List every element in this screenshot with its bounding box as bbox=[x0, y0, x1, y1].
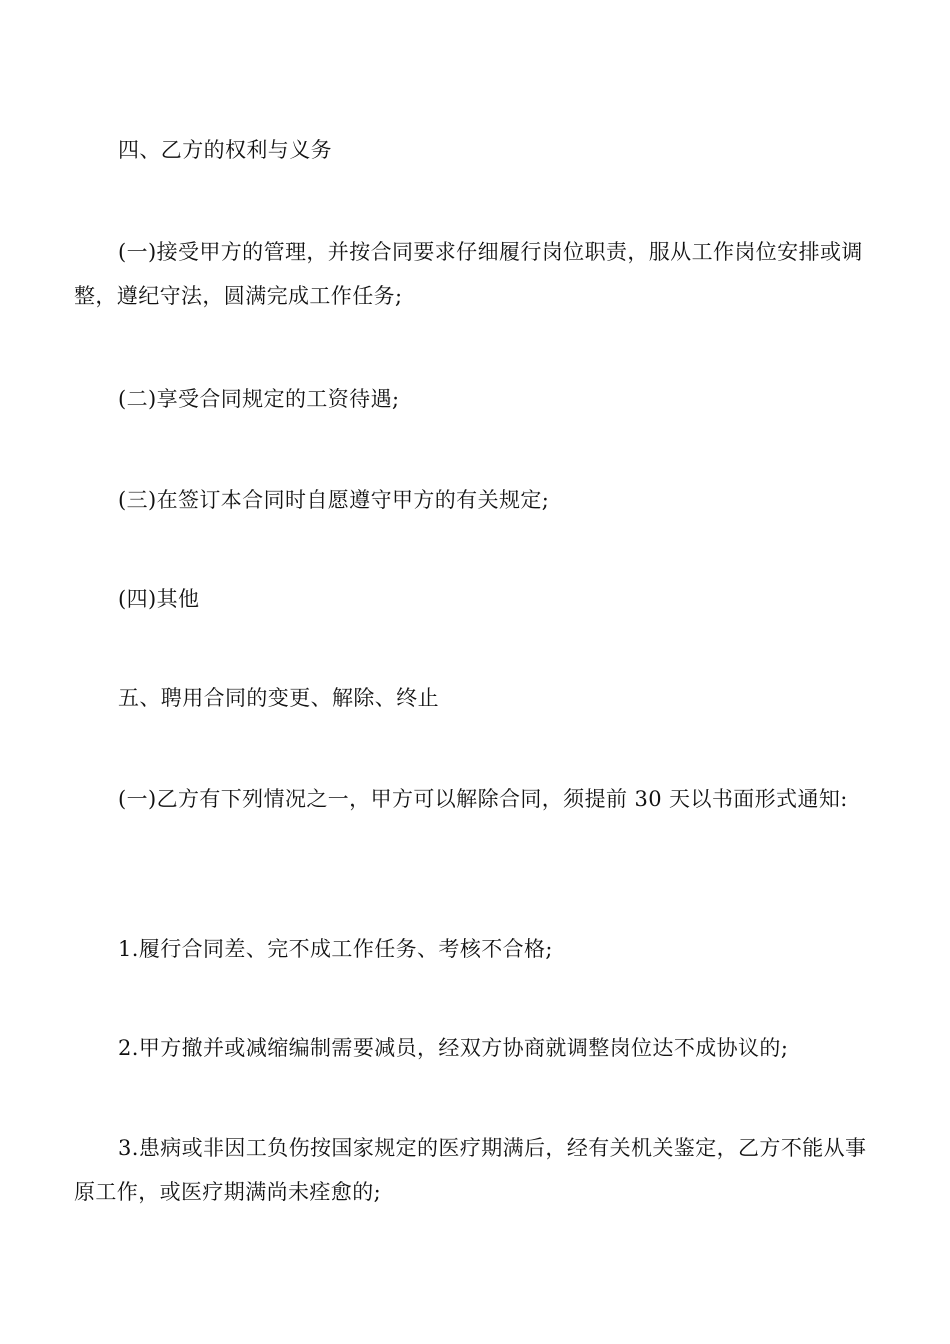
clause-4-other: (四)其他 bbox=[118, 587, 200, 611]
section-heading-party-b-rights: 四、乙方的权利与义务 bbox=[118, 138, 332, 162]
clause-termination-conditions: (一)乙方有下列情况之一，甲方可以解除合同，须提前 30 天以书面形式通知: bbox=[118, 787, 848, 811]
section-heading-contract-changes: 五、聘用合同的变更、解除、终止 bbox=[118, 686, 439, 710]
clause-3-regulations: (三)在签订本合同时自愿遵守甲方的有关规定; bbox=[118, 488, 550, 512]
list-item-1: 1.履行合同差、完不成工作任务、考核不合格; bbox=[118, 937, 553, 961]
list-item-3: 3.患病或非因工负伤按国家规定的医疗期满后，经有关机关鉴定，乙方不能从事原工作，或医疗期满尚未痊愈的; bbox=[74, 1136, 867, 1204]
clause-1-accept-management: (一)接受甲方的管理，并按合同要求仔细履行岗位职责，服从工作岗位安排或调整，遵纪守法，圆满完成工作任务; bbox=[74, 240, 863, 308]
list-item-2: 2.甲方撤并或减缩编制需要减员，经双方协商就调整岗位达不成协议的; bbox=[118, 1036, 789, 1060]
clause-2-salary: (二)享受合同规定的工资待遇; bbox=[118, 387, 400, 411]
